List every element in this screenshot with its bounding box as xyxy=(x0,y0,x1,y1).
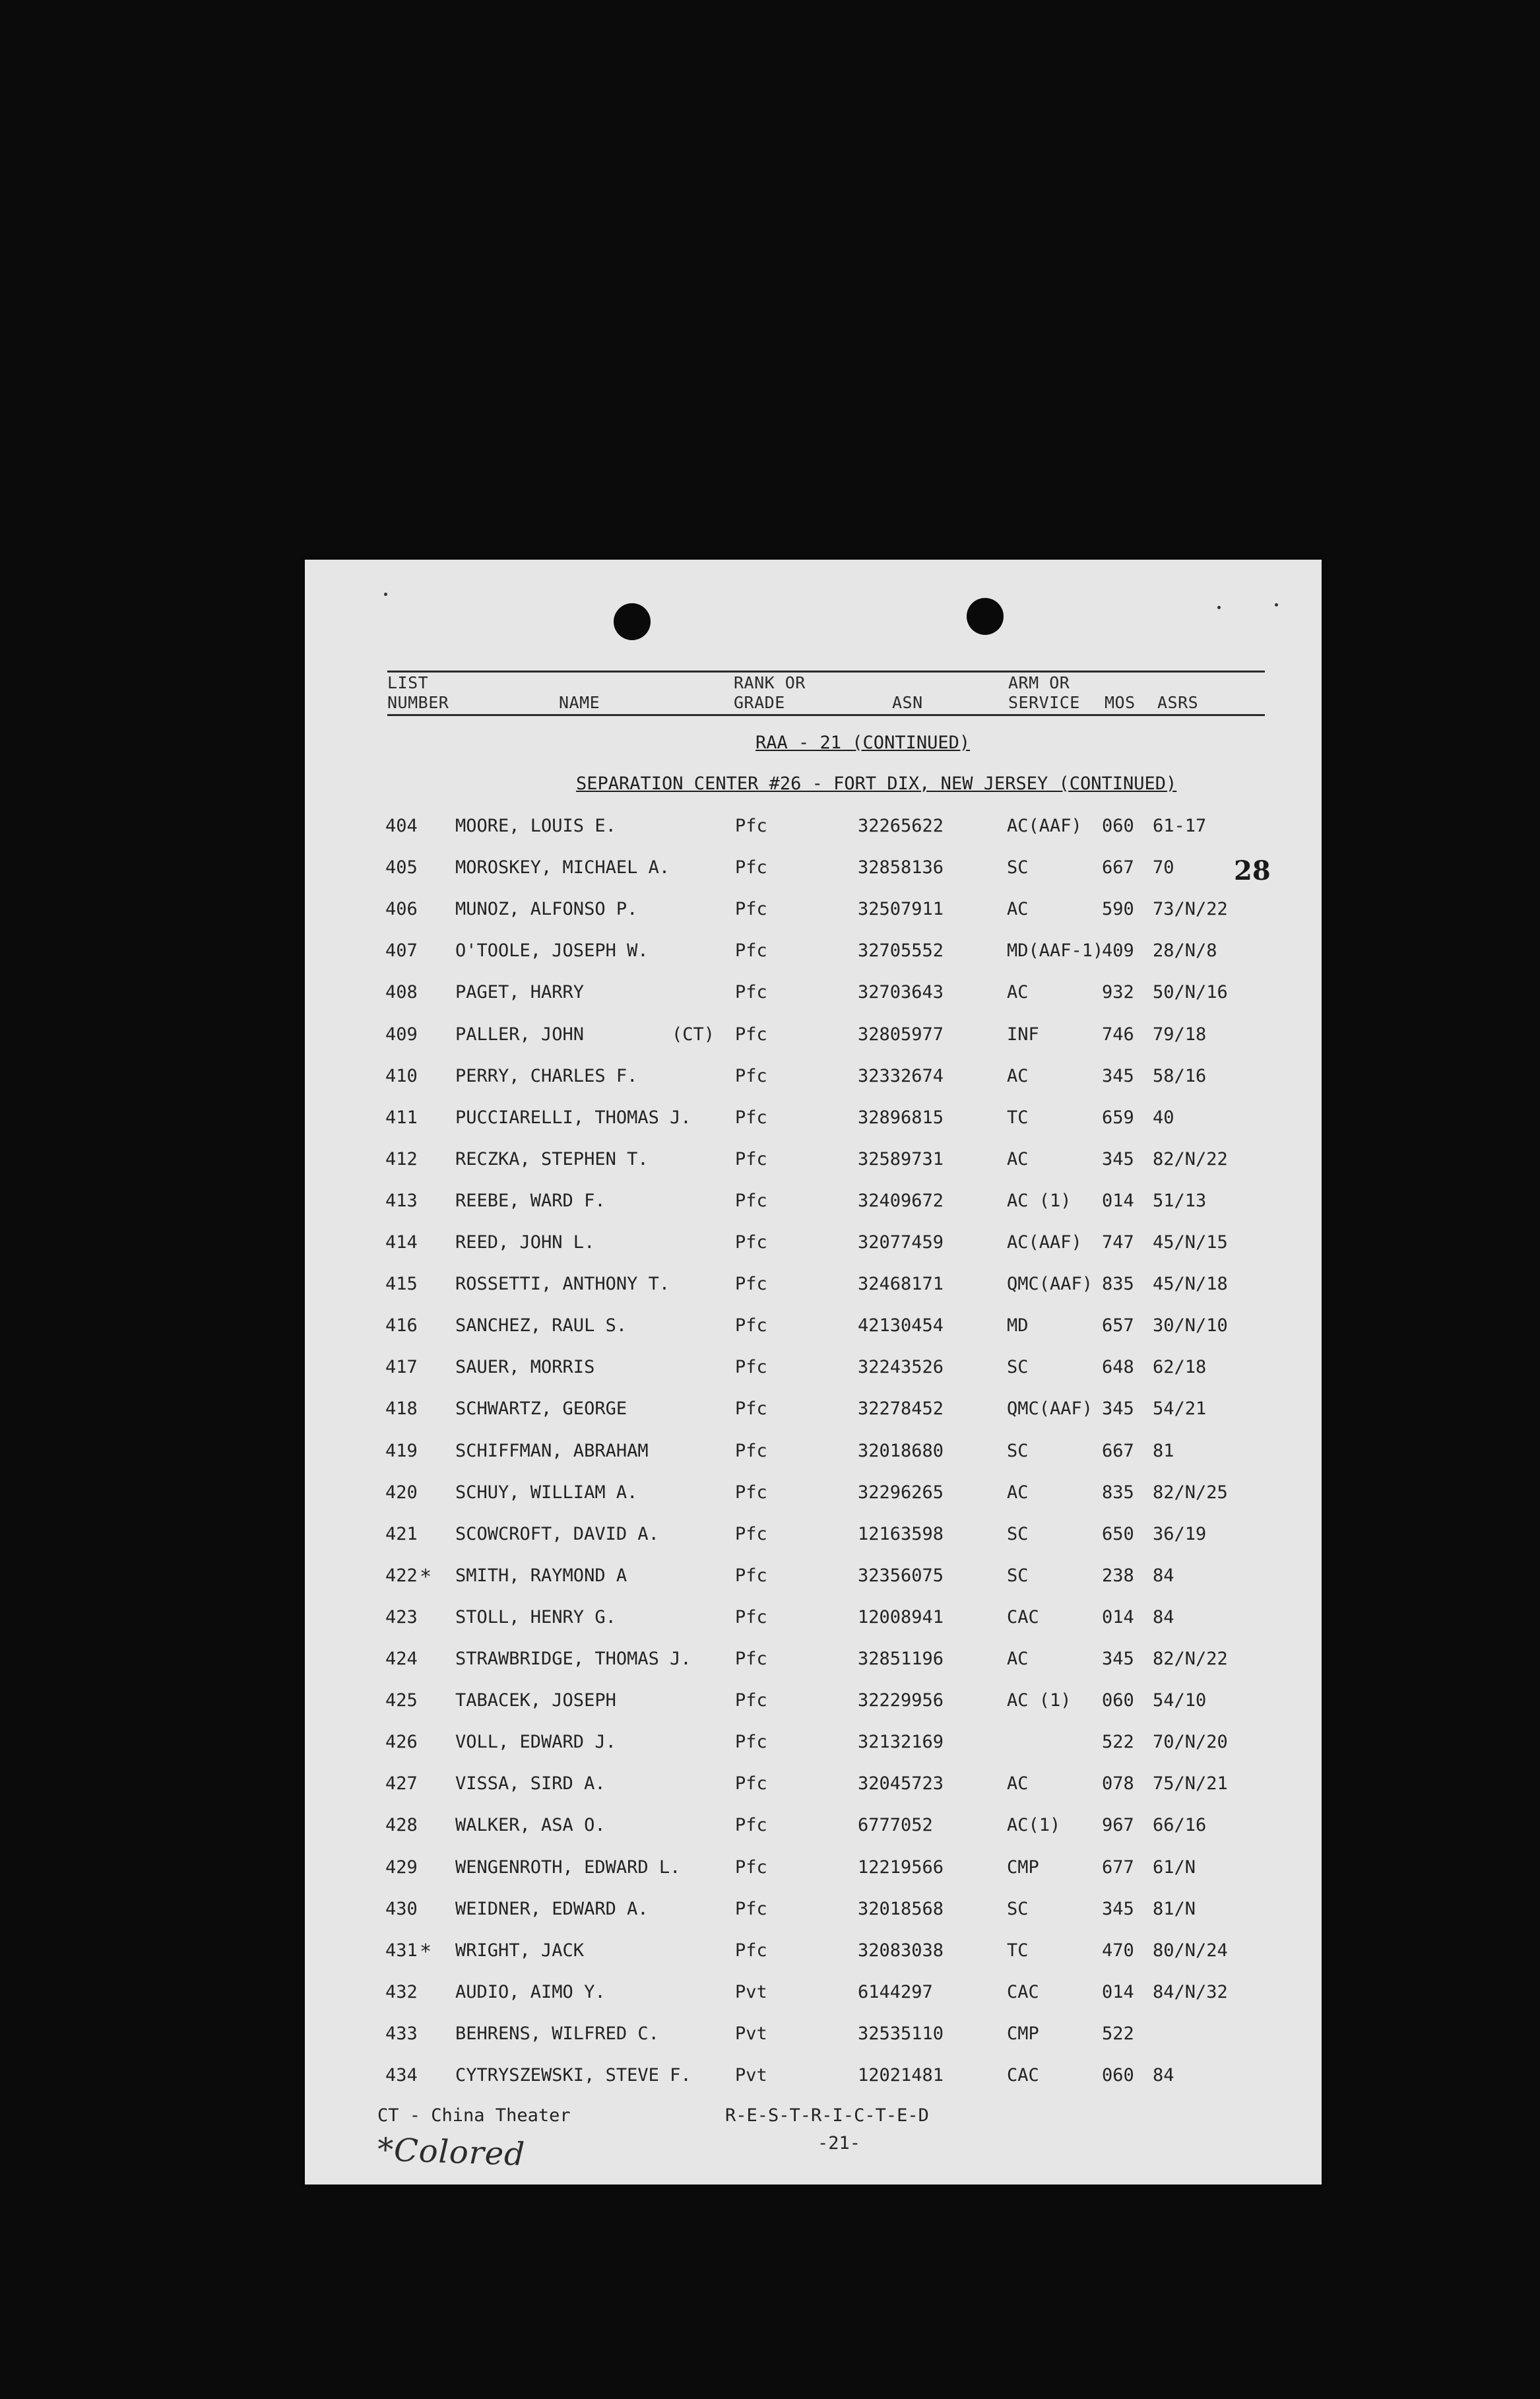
header-rank-line2: GRADE xyxy=(734,693,785,712)
mos-code: 345 xyxy=(1102,1899,1134,1919)
table-row xyxy=(305,1066,1322,1092)
list-number: 417 xyxy=(385,1357,418,1377)
soldier-name: PALLER, JOHN xyxy=(455,1024,585,1045)
mos-code: 060 xyxy=(1102,2065,1134,2086)
table-row xyxy=(305,1191,1322,1217)
list-number: 416 xyxy=(385,1315,418,1336)
mos-code: 345 xyxy=(1102,1066,1134,1086)
arm-service: MD(AAF-1) xyxy=(1007,940,1104,961)
soldier-name: STRAWBRIDGE, THOMAS J. xyxy=(455,1649,691,1669)
list-number: 425 xyxy=(385,1690,418,1711)
asn-number: 12219566 xyxy=(858,1857,944,1878)
rank-grade: Pfc xyxy=(735,1524,767,1544)
list-number: 405 xyxy=(385,857,418,878)
arm-service: SC xyxy=(1007,857,1029,878)
mos-code: 967 xyxy=(1102,1815,1134,1835)
asn-number: 12021481 xyxy=(858,2065,944,2086)
table-row xyxy=(305,1815,1322,1841)
asrs-score: 54/21 xyxy=(1153,1398,1207,1419)
list-number: 432 xyxy=(385,1982,418,2002)
soldier-name: SAUER, MORRIS xyxy=(455,1357,595,1377)
list-number: 418 xyxy=(385,1398,418,1419)
soldier-name: AUDIO, AIMO Y. xyxy=(455,1982,606,2002)
list-number: 430 xyxy=(385,1899,418,1919)
footer-legend: CT - China Theater xyxy=(377,2105,571,2126)
soldier-name: PUCCIARELLI, THOMAS J. xyxy=(455,1107,691,1128)
soldier-name: MUNOZ, ALFONSO P. xyxy=(455,899,638,919)
punch-hole-right xyxy=(967,598,1004,635)
header-asn: ASN xyxy=(892,693,923,712)
soldier-name: SCOWCROFT, DAVID A. xyxy=(455,1524,659,1544)
rank-grade: Pfc xyxy=(735,1899,767,1919)
asrs-score: 40 xyxy=(1153,1107,1174,1128)
document-page xyxy=(305,560,1322,2185)
mos-code: 590 xyxy=(1102,899,1134,919)
table-row xyxy=(305,1398,1322,1425)
list-number: 412 xyxy=(385,1149,418,1169)
asn-number: 32332674 xyxy=(858,1066,944,1086)
asrs-score: 82/N/22 xyxy=(1153,1649,1228,1669)
arm-service: SC xyxy=(1007,1357,1029,1377)
mos-code: 470 xyxy=(1102,1940,1134,1961)
paper-speck xyxy=(1275,603,1278,607)
soldier-name: PERRY, CHARLES F. xyxy=(455,1066,638,1086)
header-list-line1: LIST xyxy=(387,673,429,692)
asrs-score: 84 xyxy=(1153,1607,1174,1627)
arm-service: AC (1) xyxy=(1007,1690,1072,1711)
arm-service: INF xyxy=(1007,1024,1039,1045)
soldier-name: CYTRYSZEWSKI, STEVE F. xyxy=(455,2065,691,2086)
table-row xyxy=(305,1607,1322,1633)
table-row xyxy=(305,1982,1322,2008)
rank-grade: Pfc xyxy=(735,1649,767,1669)
arm-service: CAC xyxy=(1007,2065,1039,2086)
list-number: 424 xyxy=(385,1649,418,1669)
asrs-score: 70 xyxy=(1153,857,1174,878)
mos-code: 014 xyxy=(1102,1607,1134,1627)
asn-number: 32265622 xyxy=(858,816,944,836)
soldier-name: PAGET, HARRY xyxy=(455,982,585,1002)
rank-grade: Pfc xyxy=(735,1107,767,1128)
arm-service: AC(1) xyxy=(1007,1815,1061,1835)
asrs-score: 80/N/24 xyxy=(1153,1940,1228,1961)
table-row xyxy=(305,1482,1322,1509)
asn-number: 32535110 xyxy=(858,2023,944,2044)
rank-grade: Pfc xyxy=(735,1191,767,1211)
asn-number: 32851196 xyxy=(858,1649,944,1669)
arm-service: QMC(AAF) xyxy=(1007,1398,1093,1419)
table-row xyxy=(305,1690,1322,1717)
soldier-name: MOROSKEY, MICHAEL A. xyxy=(455,857,670,878)
arm-service: AC xyxy=(1007,1649,1029,1669)
arm-service: AC(AAF) xyxy=(1007,1232,1082,1253)
table-row xyxy=(305,816,1322,842)
soldier-name: WENGENROTH, EDWARD L. xyxy=(455,1857,681,1878)
header-asrs: ASRS xyxy=(1157,693,1199,712)
rank-grade: Pfc xyxy=(735,1357,767,1377)
rank-grade: Pfc xyxy=(735,1441,767,1461)
mos-code: 835 xyxy=(1102,1274,1134,1294)
mos-code: 345 xyxy=(1102,1398,1134,1419)
header-name: NAME xyxy=(559,693,600,712)
list-number: 423 xyxy=(385,1607,418,1627)
asn-number: 12163598 xyxy=(858,1524,944,1544)
punch-hole-left xyxy=(614,603,651,640)
asn-number: 32018680 xyxy=(858,1441,944,1461)
soldier-name: RECZKA, STEPHEN T. xyxy=(455,1149,649,1169)
asn-number: 32083038 xyxy=(858,1940,944,1961)
header-list-line2: NUMBER xyxy=(387,693,449,712)
rank-grade: Pfc xyxy=(735,1940,767,1961)
paper-speck xyxy=(1217,606,1221,609)
soldier-name: WALKER, ASA O. xyxy=(455,1815,606,1835)
mos-code: 835 xyxy=(1102,1482,1134,1503)
arm-service: AC xyxy=(1007,1482,1029,1503)
table-row xyxy=(305,1357,1322,1383)
asn-number: 32468171 xyxy=(858,1274,944,1294)
table-row xyxy=(305,940,1322,967)
table-row xyxy=(305,857,1322,884)
rank-grade: Pfc xyxy=(735,1815,767,1835)
header-arm xyxy=(1008,673,1080,713)
rank-grade: Pfc xyxy=(735,1398,767,1419)
asrs-score: 61-17 xyxy=(1153,816,1207,836)
mos-code: 659 xyxy=(1102,1107,1134,1128)
asn-number: 32278452 xyxy=(858,1398,944,1419)
list-number: 426 xyxy=(385,1732,418,1752)
asn-number: 32896815 xyxy=(858,1107,944,1128)
list-number: 414 xyxy=(385,1232,418,1253)
rank-grade: Pfc xyxy=(735,1149,767,1169)
soldier-name: WRIGHT, JACK xyxy=(455,1940,585,1961)
mos-code: 345 xyxy=(1102,1149,1134,1169)
asrs-score: 45/N/15 xyxy=(1153,1232,1228,1253)
asrs-score: 66/16 xyxy=(1153,1815,1207,1835)
rank-grade: Pfc xyxy=(735,899,767,919)
mos-code: 667 xyxy=(1102,1441,1134,1461)
asn-number: 32229956 xyxy=(858,1690,944,1711)
asrs-score: 82/N/22 xyxy=(1153,1149,1228,1169)
page-stamp-number: 28 xyxy=(1234,855,1271,886)
mos-code: 014 xyxy=(1102,1191,1134,1211)
asn-number: 32296265 xyxy=(858,1482,944,1503)
mos-code: 060 xyxy=(1102,816,1134,836)
rank-grade: Pfc xyxy=(735,1565,767,1586)
soldier-name: TABACEK, JOSEPH xyxy=(455,1690,616,1711)
list-number: 433 xyxy=(385,2023,418,2044)
mos-code: 522 xyxy=(1102,1732,1134,1752)
asn-number: 32077459 xyxy=(858,1232,944,1253)
asn-number: 42130454 xyxy=(858,1315,944,1336)
table-row xyxy=(305,1024,1322,1051)
mos-code: 667 xyxy=(1102,857,1134,878)
asrs-score: 82/N/25 xyxy=(1153,1482,1228,1503)
soldier-name: SCHUY, WILLIAM A. xyxy=(455,1482,638,1503)
mos-code: 060 xyxy=(1102,1690,1134,1711)
mos-code: 409 xyxy=(1102,940,1134,961)
asn-number: 32045723 xyxy=(858,1773,944,1794)
mos-code: 648 xyxy=(1102,1357,1134,1377)
arm-service: AC (1) xyxy=(1007,1191,1072,1211)
list-number: 429 xyxy=(385,1857,418,1878)
arm-service: AC xyxy=(1007,1773,1029,1794)
rank-grade: Pfc xyxy=(735,1315,767,1336)
table-row xyxy=(305,1732,1322,1758)
rank-grade: Pfc xyxy=(735,1857,767,1878)
section-title: RAA - 21 (CONTINUED) xyxy=(755,733,971,753)
arm-service: CMP xyxy=(1007,2023,1039,2044)
soldier-name: REED, JOHN L. xyxy=(455,1232,595,1253)
mos-code: 078 xyxy=(1102,1773,1134,1794)
rank-grade: Pfc xyxy=(735,1024,767,1045)
soldier-name: WEIDNER, EDWARD A. xyxy=(455,1899,649,1919)
asrs-score: 84 xyxy=(1153,1565,1174,1586)
asrs-score: 79/18 xyxy=(1153,1024,1207,1045)
list-number: 421 xyxy=(385,1524,418,1544)
rank-grade: Pvt xyxy=(735,2023,767,2044)
asn-number: 6777052 xyxy=(858,1815,933,1835)
section-subtitle: SEPARATION CENTER #26 - FORT DIX, NEW JERSEY (CONTINUED) xyxy=(576,773,1177,794)
header-rank-line1: RANK OR xyxy=(734,673,806,692)
asn-number: 6144297 xyxy=(858,1982,933,2002)
asrs-score: 50/N/16 xyxy=(1153,982,1228,1002)
asrs-score: 61/N xyxy=(1153,1857,1196,1878)
arm-service: SC xyxy=(1007,1899,1029,1919)
handwritten-note: *Colored xyxy=(377,2131,526,2173)
arm-service: SC xyxy=(1007,1524,1029,1544)
list-number: 427 xyxy=(385,1773,418,1794)
rank-grade: Pfc xyxy=(735,1482,767,1503)
soldier-name: SCHWARTZ, GEORGE xyxy=(455,1398,627,1419)
asrs-score: 58/16 xyxy=(1153,1066,1207,1086)
asn-number: 32409672 xyxy=(858,1191,944,1211)
mos-code: 746 xyxy=(1102,1024,1134,1045)
paper-speck xyxy=(384,593,387,596)
asrs-score: 81/N xyxy=(1153,1899,1196,1919)
footer-page-number: -21- xyxy=(818,2133,861,2153)
asrs-score: 30/N/10 xyxy=(1153,1315,1228,1336)
asrs-score: 62/18 xyxy=(1153,1357,1207,1377)
table-row xyxy=(305,1773,1322,1800)
header-mos: MOS xyxy=(1105,693,1136,712)
table-row xyxy=(305,899,1322,925)
list-number: 411 xyxy=(385,1107,418,1128)
table-row xyxy=(305,1565,1322,1592)
arm-service: TC xyxy=(1007,1107,1029,1128)
list-number: 422 xyxy=(385,1565,418,1586)
header-arm-line1: ARM OR xyxy=(1008,673,1070,692)
mos-code: 238 xyxy=(1102,1565,1134,1586)
asrs-score: 28/N/8 xyxy=(1153,940,1217,961)
mos-code: 014 xyxy=(1102,1982,1134,2002)
asrs-score: 84 xyxy=(1153,2065,1174,2086)
table-row xyxy=(305,1649,1322,1675)
asn-number: 32243526 xyxy=(858,1357,944,1377)
asn-number: 32705552 xyxy=(858,940,944,961)
soldier-name: VISSA, SIRD A. xyxy=(455,1773,606,1794)
asrs-score: 51/13 xyxy=(1153,1191,1207,1211)
asrs-score: 36/19 xyxy=(1153,1524,1207,1544)
rank-grade: Pfc xyxy=(735,816,767,836)
arm-service: AC(AAF) xyxy=(1007,816,1082,836)
table-row xyxy=(305,1232,1322,1259)
footer-restricted: R-E-S-T-R-I-C-T-E-D xyxy=(725,2105,929,2126)
mos-code: 345 xyxy=(1102,1649,1134,1669)
mos-code: 932 xyxy=(1102,982,1134,1002)
mos-code: 657 xyxy=(1102,1315,1134,1336)
list-number: 407 xyxy=(385,940,418,961)
table-row xyxy=(305,2065,1322,2091)
header-list-number xyxy=(387,673,449,713)
list-number: 406 xyxy=(385,899,418,919)
list-number: 409 xyxy=(385,1024,418,1045)
list-number: 410 xyxy=(385,1066,418,1086)
asrs-score: 70/N/20 xyxy=(1153,1732,1228,1752)
soldier-name: MOORE, LOUIS E. xyxy=(455,816,616,836)
asrs-score: 75/N/21 xyxy=(1153,1773,1228,1794)
soldier-name: O'TOOLE, JOSEPH W. xyxy=(455,940,649,961)
asn-number: 32858136 xyxy=(858,857,944,878)
table-row xyxy=(305,1857,1322,1884)
list-number: 408 xyxy=(385,982,418,1002)
arm-service: CAC xyxy=(1007,1982,1039,2002)
asn-number: 32356075 xyxy=(858,1565,944,1586)
table-row xyxy=(305,2023,1322,2050)
arm-service: SC xyxy=(1007,1565,1029,1586)
table-row xyxy=(305,1524,1322,1550)
asn-number: 32589731 xyxy=(858,1149,944,1169)
rank-grade: Pvt xyxy=(735,1982,767,2002)
arm-service: CAC xyxy=(1007,1607,1039,1627)
asrs-score: 84/N/32 xyxy=(1153,1982,1228,2002)
asn-number: 32132169 xyxy=(858,1732,944,1752)
mos-code: 677 xyxy=(1102,1857,1134,1878)
list-number: 415 xyxy=(385,1274,418,1294)
soldier-name: VOLL, EDWARD J. xyxy=(455,1732,616,1752)
rank-grade: Pfc xyxy=(735,1274,767,1294)
asn-number: 32703643 xyxy=(858,982,944,1002)
rank-grade: Pfc xyxy=(735,1232,767,1253)
list-number: 413 xyxy=(385,1191,418,1211)
soldier-name: STOLL, HENRY G. xyxy=(455,1607,616,1627)
rank-grade: Pfc xyxy=(735,857,767,878)
mos-code: 747 xyxy=(1102,1232,1134,1253)
asrs-score: 73/N/22 xyxy=(1153,899,1228,919)
arm-service: QMC(AAF) xyxy=(1007,1274,1093,1294)
arm-service: MD xyxy=(1007,1315,1029,1336)
arm-service: AC xyxy=(1007,1149,1029,1169)
soldier-name: SCHIFFMAN, ABRAHAM xyxy=(455,1441,649,1461)
asrs-score: 45/N/18 xyxy=(1153,1274,1228,1294)
arm-service: AC xyxy=(1007,1066,1029,1086)
soldier-name: SANCHEZ, RAUL S. xyxy=(455,1315,627,1336)
rank-grade: Pfc xyxy=(735,940,767,961)
soldier-name: ROSSETTI, ANTHONY T. xyxy=(455,1274,670,1294)
table-row xyxy=(305,1107,1322,1134)
asterisk-mark: * xyxy=(420,1565,432,1589)
asn-number: 32507911 xyxy=(858,899,944,919)
mos-code: 522 xyxy=(1102,2023,1134,2044)
rank-grade: Pfc xyxy=(735,1066,767,1086)
asrs-score: 81 xyxy=(1153,1441,1174,1461)
header-top-rule xyxy=(387,671,1265,673)
rank-grade: Pfc xyxy=(735,1690,767,1711)
soldier-name: REEBE, WARD F. xyxy=(455,1191,606,1211)
table-row xyxy=(305,1149,1322,1175)
rank-grade: Pfc xyxy=(735,1732,767,1752)
list-number: 404 xyxy=(385,816,418,836)
list-number: 431 xyxy=(385,1940,418,1961)
soldier-name: BEHRENS, WILFRED C. xyxy=(455,2023,659,2044)
mos-code: 650 xyxy=(1102,1524,1134,1544)
arm-service: CMP xyxy=(1007,1857,1039,1878)
header-bottom-rule xyxy=(387,714,1265,716)
arm-service: TC xyxy=(1007,1940,1029,1961)
arm-service: SC xyxy=(1007,1441,1029,1461)
rank-grade: Pfc xyxy=(735,982,767,1002)
table-row xyxy=(305,982,1322,1008)
list-number: 428 xyxy=(385,1815,418,1835)
list-number: 420 xyxy=(385,1482,418,1503)
arm-service: AC xyxy=(1007,982,1029,1002)
asterisk-mark: * xyxy=(420,1940,432,1963)
table-row xyxy=(305,1274,1322,1300)
soldier-name: SMITH, RAYMOND A xyxy=(455,1565,627,1586)
asn-number: 12008941 xyxy=(858,1607,944,1627)
list-number: 419 xyxy=(385,1441,418,1461)
rank-grade: Pfc xyxy=(735,1607,767,1627)
table-row xyxy=(305,1899,1322,1925)
asn-number: 32805977 xyxy=(858,1024,944,1045)
rank-grade: Pfc xyxy=(735,1773,767,1794)
rank-grade: Pvt xyxy=(735,2065,767,2086)
table-row xyxy=(305,1315,1322,1342)
asrs-score: 54/10 xyxy=(1153,1690,1207,1711)
table-row xyxy=(305,1441,1322,1467)
arm-service: AC xyxy=(1007,899,1029,919)
header-arm-line2: SERVICE xyxy=(1008,693,1080,712)
list-number: 434 xyxy=(385,2065,418,2086)
asn-number: 32018568 xyxy=(858,1899,944,1919)
table-row xyxy=(305,1940,1322,1967)
theater-note: (CT) xyxy=(672,1024,715,1045)
header-rank xyxy=(734,673,806,713)
